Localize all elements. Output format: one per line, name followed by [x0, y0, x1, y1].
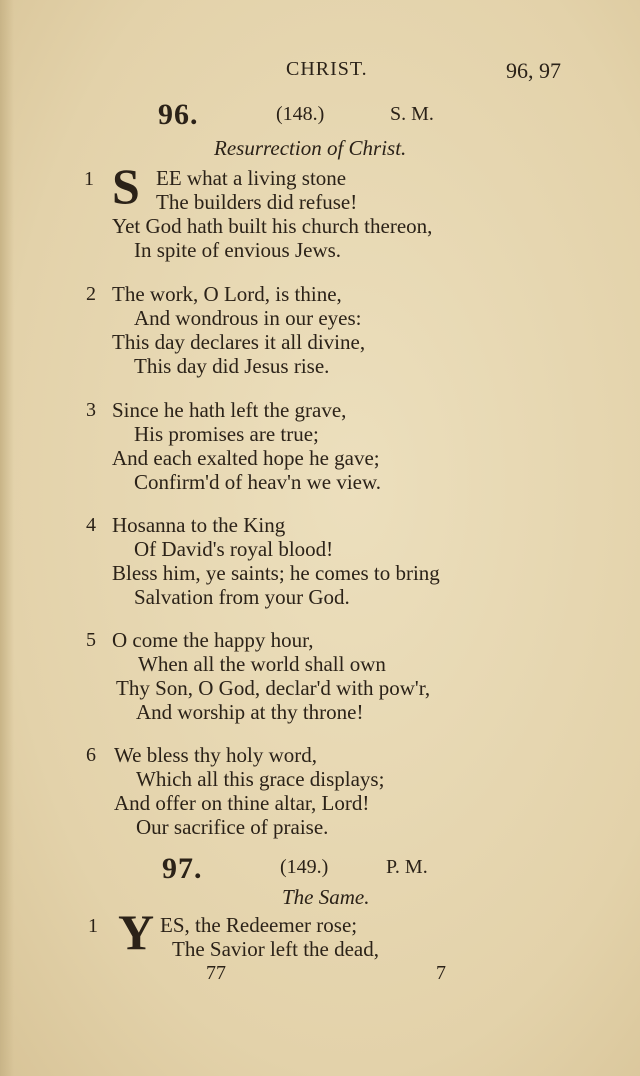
verse-line: Of David's royal blood!	[134, 537, 334, 561]
verse-number: 2	[86, 283, 96, 305]
page-gutter-shadow	[0, 0, 14, 1076]
verse-line: When all the world shall own	[138, 652, 386, 676]
verse-line: Salvation from your God.	[134, 585, 350, 609]
verse-line: Hosanna to the King	[112, 513, 286, 537]
verse-number: 5	[86, 629, 96, 651]
verse-line: Bless him, ye saints; he comes to bring	[112, 561, 440, 585]
verse-line: Thy Son, O God, declar'd with pow'r,	[116, 676, 431, 700]
hymn-title: The Same.	[282, 885, 370, 909]
drop-cap: S	[112, 158, 140, 214]
verse-line: The Savior left the dead,	[172, 937, 380, 961]
verse-line: EE what a living stone	[156, 166, 347, 190]
verse-line: We bless thy holy word,	[114, 743, 318, 767]
verse-number: 1	[88, 915, 98, 937]
verse-line: Confirm'd of heav'n we view.	[134, 470, 382, 494]
verse-line: And each exalted hope he gave;	[112, 446, 380, 470]
verse-line: Since he hath left the grave,	[112, 398, 347, 422]
hymn-meter: S. M.	[390, 103, 434, 125]
hymn-title: Resurrection of Christ.	[214, 136, 407, 160]
verse-line: Yet God hath built his church thereon,	[112, 214, 433, 238]
verse-line: O come the happy hour,	[112, 628, 314, 652]
verse-number: 1	[84, 168, 94, 190]
verse-number: 4	[86, 514, 96, 536]
verse-line: In spite of envious Jews.	[134, 238, 342, 262]
verse-number: 6	[86, 744, 96, 766]
hymn-number: 96.	[158, 98, 199, 131]
verse-line: And offer on thine altar, Lord!	[114, 791, 370, 815]
footer-signature-right: 7	[436, 962, 446, 984]
footer-signature-left: 77	[206, 962, 226, 984]
verse-line: His promises are true;	[134, 422, 319, 446]
page-numbers: 96, 97	[506, 58, 561, 83]
verse-line: The work, O Lord, is thine,	[112, 282, 342, 306]
verse-line: The builders did refuse!	[156, 190, 358, 214]
verse-line: Our sacrifice of praise.	[136, 815, 329, 839]
verse-line: And wondrous in our eyes:	[134, 306, 362, 330]
hymn-meter: P. M.	[386, 856, 428, 878]
running-title: CHRIST.	[286, 58, 368, 80]
hymn-tune-number: (149.)	[280, 856, 329, 878]
verse-line: Which all this grace displays;	[136, 767, 385, 791]
verse-line: This day declares it all divine,	[112, 330, 366, 354]
verse-line: ES, the Redeemer rose;	[160, 913, 358, 937]
verse-number: 3	[86, 399, 96, 421]
drop-cap: Y	[118, 904, 155, 960]
hymn-number: 97.	[162, 852, 203, 885]
verse-line: And worship at thy throne!	[136, 700, 364, 724]
verse-line: This day did Jesus rise.	[134, 354, 330, 378]
hymn-tune-number: (148.)	[276, 103, 325, 125]
